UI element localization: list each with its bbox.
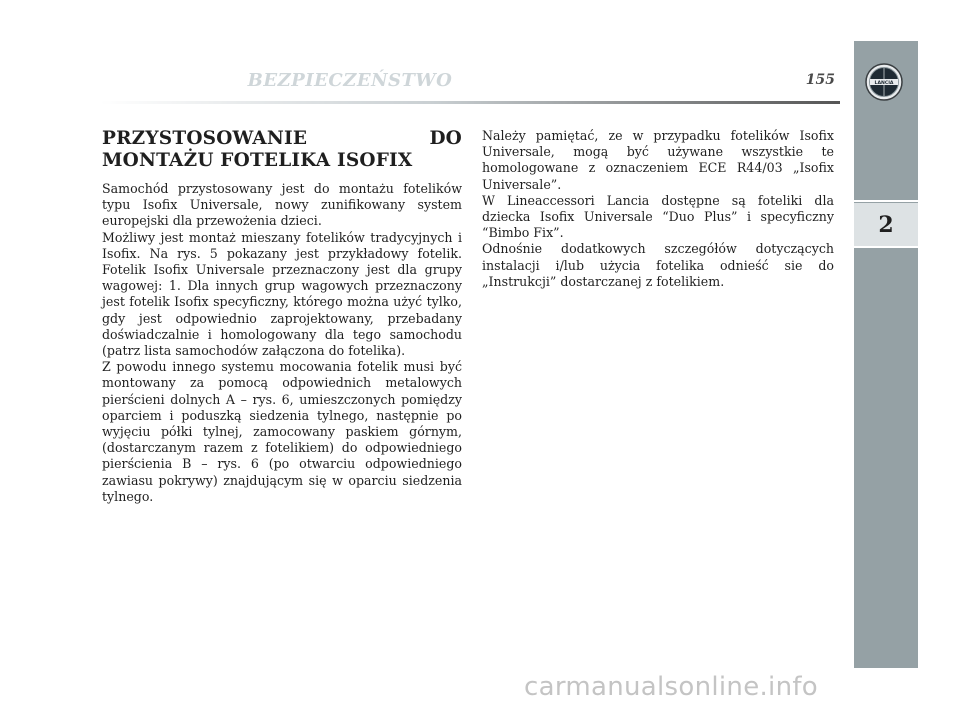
page-number: 155 [805,72,835,88]
chapter-sidebar [854,41,918,668]
body-paragraph: Z powodu innego systemu mocowania fotelik musi być montowany za pomocą odpowiednich metalowych pierścieni dolnych A – rys. 6, umieszczonych pomiędzy oparciem i poduszką siedzenia tylnego, następnie po wyjęciu półki tylnej, zamocowany paskiem górnym, (dostarczanym razem z fotelikiem) do odpowiedniego pierścienia B – rys. 6 (po otwarciu odpowiedniego zawiasu pokrywy) znajdującym się w oparciu siedzenia tylnego. [102,359,462,504]
body-paragraph: Należy pamiętać, ze w przypadku fotelików Isofix Universale, mogą być używane wszystkie te homologowane z oznaczeniem ECE R44/03 „Isofix Universale”. [482,128,834,192]
lancia-logo-text: LANCIA [874,81,894,86]
body-paragraph: Możliwy jest montaż mieszany fotelików tradycyjnych i Isofix. Na rys. 5 pokazany jest przykładowy fotelik. Fotelik Isofix Universale przeznaczony jest dla grupy wagowej: 1. Dla innych grup wagowych przeznaczony jest fotelik Isofix specyficzny, którego można użyć tylko, gdy jest odpowiednio zaprojektowany, przebadany doświadczalnie i homologowany dla tego samochodu (patrz lista samochodów załączona do fotelika). [102,229,462,359]
chapter-tab[interactable]: 2 [854,203,918,246]
header-divider [100,101,840,104]
body-paragraph: W Lineaccessori Lancia dostępne są foteliki dla dziecka Isofix Universale “Duo Plus” i specyficzny “Bimbo Fix”. [482,192,834,241]
sidebar-divider-bottom [854,246,918,248]
running-header-title: BEZPIECZEŃSTWO [247,70,453,91]
lancia-logo-icon [864,62,904,102]
body-paragraph: Samochód przystosowany jest do montażu fotelików typu Isofix Universale, nowy zunifikowany system europejski dla przewożenia dzieci. [102,181,462,229]
sidebar-divider-top [854,200,918,202]
left-column [102,128,462,505]
body-paragraph: Odnośnie dodatkowych szczegółów dotyczących instalacji i/lub użycia fotelika odnieść sie do „Instrukcji” dostarczanej z fotelikiem. [482,241,834,289]
right-column [482,128,834,290]
watermark: carmanualsonline.info [524,672,819,702]
section-title: PRZYSTOSOWANIE DO MONTAŻU FOTELIKA ISOFIX [102,128,462,171]
